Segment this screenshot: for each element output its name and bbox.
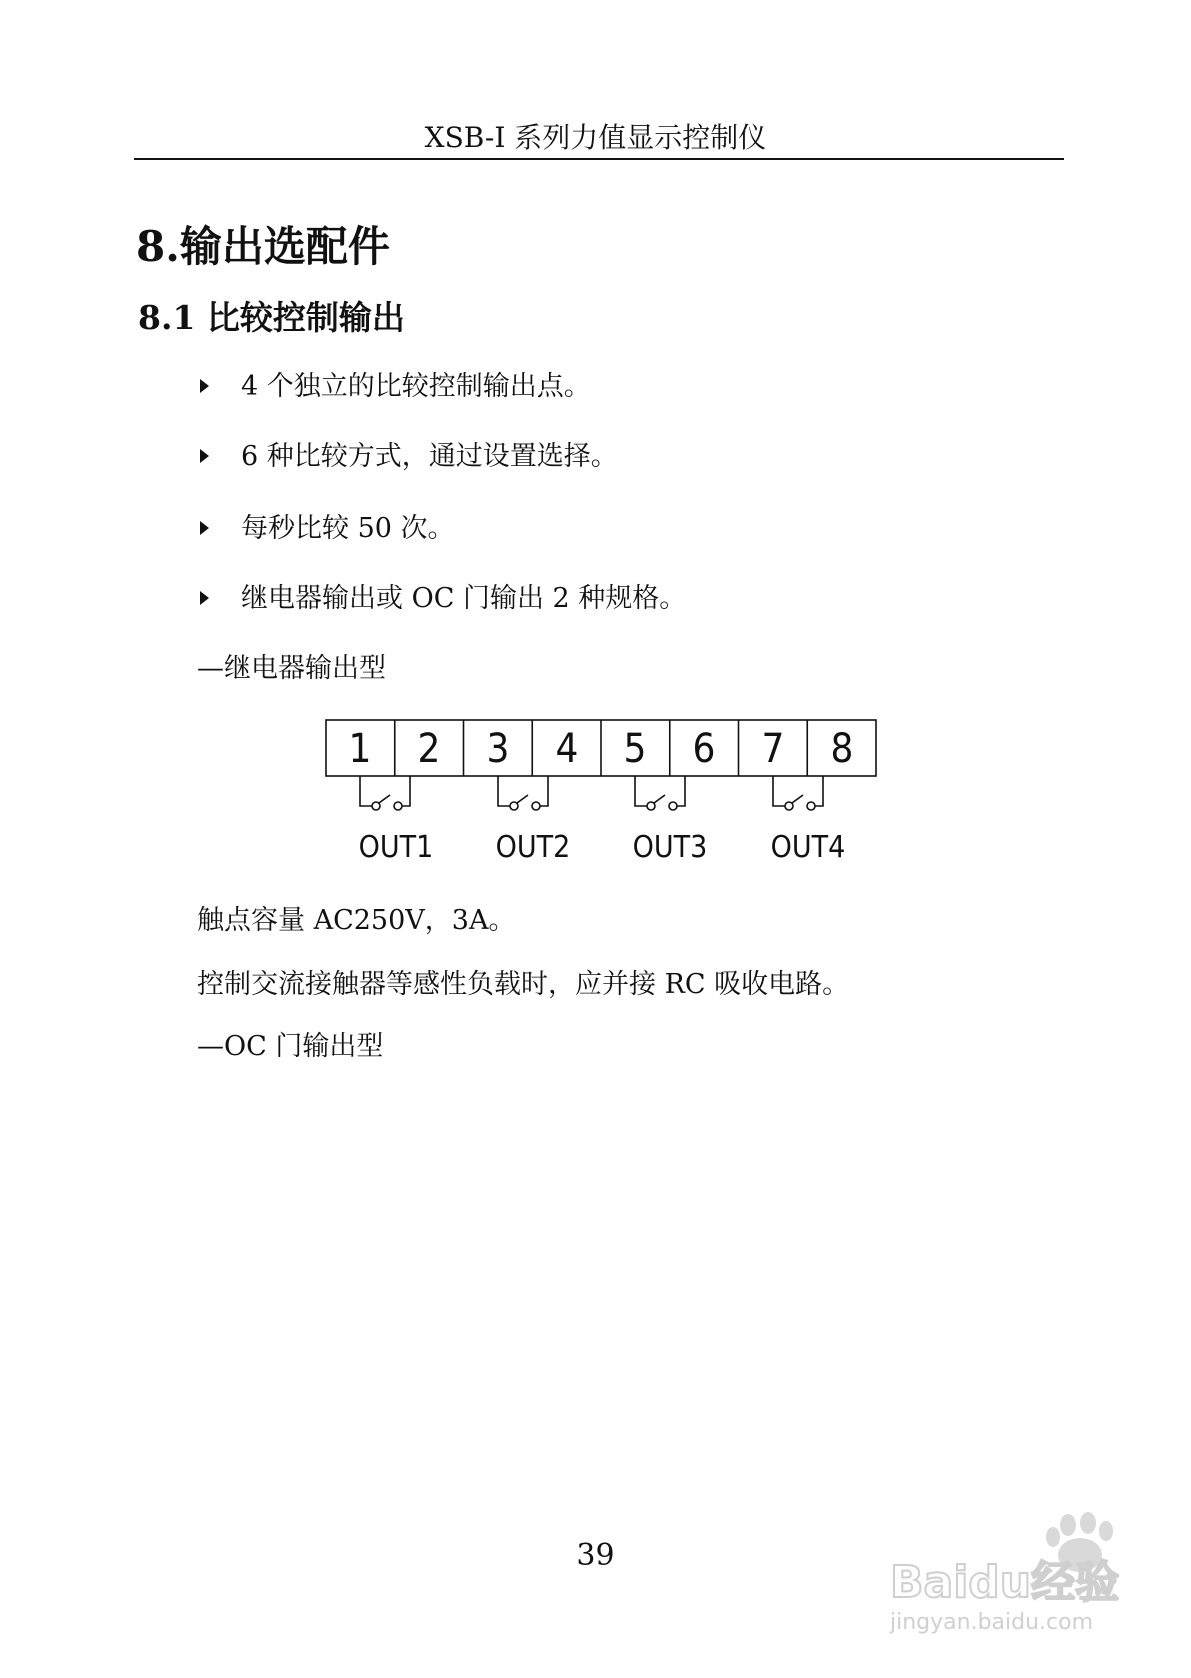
bullet-item [200,364,591,403]
output-label: OUT3 [632,830,708,865]
terminal-label: 6 [692,726,716,772]
contact-capacity: 触点容量 AC250V，3A。 [197,905,516,936]
bullet-text: 每秒比较 50 次。 [241,513,455,544]
relay-contact-out3-icon [635,776,685,810]
terminal-label: 2 [417,726,441,772]
bullet-text: 继电器输出或 OC 门输出 2 种规格。 [241,583,687,614]
terminal-label: 5 [623,726,647,772]
rc-note: 控制交流接触器等感性负载时，应并接 RC 吸收电路。 [197,969,850,1000]
output-label: OUT2 [495,830,571,865]
relay-contact-out4-icon [773,776,823,810]
terminal-label: 7 [761,726,785,772]
triangle-bullet-icon [200,591,209,605]
baidu-watermark-logo [850,1505,1150,1635]
relay-contact-out2-icon [498,776,548,810]
relay-terminal-diagram [300,710,900,870]
watermark-url: jingyan.baidu.com [890,1610,1094,1635]
running-header: XSB-I 系列力值显示控制仪 [424,121,767,154]
triangle-bullet-icon [200,521,209,535]
bullet-text: 4 个独立的比较控制输出点。 [241,371,591,402]
relay-contact-out1-icon [360,776,410,810]
terminal-label: 8 [830,726,854,772]
relay-type-label: —继电器输出型 [197,653,386,684]
page-number: 39 [576,1538,615,1573]
chapter-title: 8.输出选配件 [136,222,390,271]
watermark-brand: Baidu经验 [890,1557,1120,1608]
triangle-bullet-icon [200,379,209,393]
bullet-item [200,434,618,473]
section-title: 8.1 比较控制输出 [138,298,405,337]
triangle-bullet-icon [200,449,209,463]
output-label: OUT1 [358,830,434,865]
bullet-item [200,576,686,615]
terminal-label: 3 [486,726,510,772]
bullet-text: 6 种比较方式，通过设置选择。 [241,441,618,472]
bullet-item [200,506,455,545]
terminal-label: 1 [348,726,372,772]
header-rule [134,158,1064,160]
oc-type-label: —OC 门输出型 [197,1031,384,1062]
terminal-label: 4 [555,726,579,772]
output-label: OUT4 [770,830,846,865]
